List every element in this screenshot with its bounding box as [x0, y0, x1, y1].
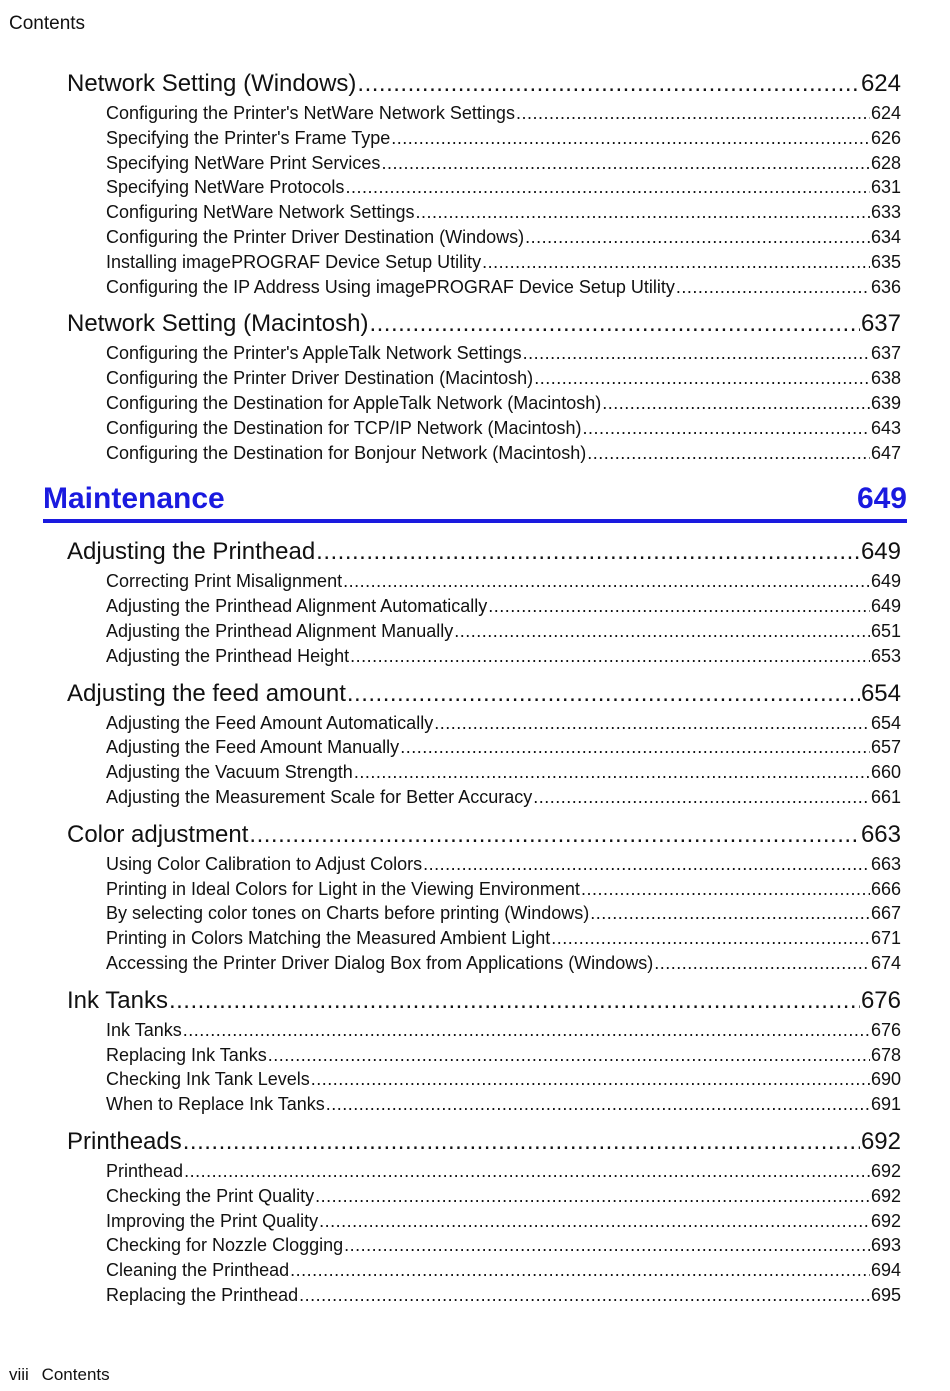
subsection-entry[interactable] [106, 1067, 901, 1092]
subsection-entry-title: Adjusting the Feed Amount Automatically [106, 712, 434, 733]
subsection-entry-page: 634 [870, 226, 901, 247]
dot-leader [534, 366, 870, 391]
dot-leader [357, 67, 860, 101]
subsection-entry-title: Improving the Print Quality [106, 1210, 319, 1231]
dot-leader [488, 594, 870, 619]
subsection-entry-page: 693 [870, 1235, 901, 1256]
subsection-entry-page: 649 [870, 596, 901, 617]
subsection-entry[interactable] [106, 416, 901, 441]
subsection-entry-title: Configuring the Destination for TCP/IP Network (Macintosh) [106, 417, 582, 438]
dot-leader [326, 1092, 870, 1117]
subsection-entry-page: 637 [870, 343, 901, 364]
subsection-entry[interactable] [106, 391, 901, 416]
subsection-entry-page: 649 [870, 571, 901, 592]
subsection-entry-title: Installing imagePROGRAF Device Setup Utility [106, 251, 482, 272]
toc-section [67, 1125, 901, 1308]
dot-leader [316, 535, 860, 569]
dot-leader [551, 926, 870, 951]
subsection-entry-page: 635 [870, 251, 901, 272]
subsection-entry-title: Cleaning the Printhead [106, 1260, 290, 1281]
section-entry-title: Network Setting (Windows) [67, 70, 357, 97]
dot-leader [602, 391, 870, 416]
section-entry[interactable] [67, 307, 901, 341]
dot-leader [400, 735, 870, 760]
section-entry[interactable] [67, 677, 901, 711]
footer-page-number: viii [9, 1365, 29, 1384]
subsection-entry-page: 691 [870, 1094, 901, 1115]
subsection-entry-title: Specifying NetWare Print Services [106, 152, 381, 173]
subsection-entry[interactable] [106, 175, 901, 200]
subsection-entry[interactable] [106, 1018, 901, 1043]
subsection-entry-page: 643 [870, 417, 901, 438]
table-of-contents [0, 67, 950, 1308]
section-entry[interactable] [67, 818, 901, 852]
subsection-entry[interactable] [106, 644, 901, 669]
subsection-entry[interactable] [106, 877, 901, 902]
subsection-entry-page: 628 [870, 152, 901, 173]
subsection-entry-title: Specifying the Printer's Frame Type [106, 127, 391, 148]
subsection-entry-title: By selecting color tones on Charts before printing (Windows) [106, 903, 590, 924]
section-entry-title: Color adjustment [67, 820, 249, 848]
subsection-entry[interactable] [106, 1258, 901, 1283]
subsection-entry[interactable] [106, 275, 901, 300]
subsection-entry-page: 663 [870, 853, 901, 874]
subsection-entry-title: Ink Tanks [106, 1019, 182, 1040]
dot-leader [183, 1018, 870, 1043]
section-entry-page: 692 [860, 1127, 901, 1155]
subsection-entry[interactable] [106, 1209, 901, 1234]
subsection-entry-page: 624 [870, 103, 901, 123]
subsection-entry-page: 631 [870, 177, 901, 198]
chapter-title: Maintenance [43, 482, 225, 516]
subsection-entry-page: 653 [870, 645, 901, 666]
subsection-entry-page: 671 [870, 928, 901, 949]
section-entry[interactable] [67, 1125, 901, 1159]
subsection-entry[interactable] [106, 619, 901, 644]
subsection-entry-page: 694 [870, 1260, 901, 1281]
subsection-entry-page: 674 [870, 952, 901, 973]
subsection-entry[interactable] [106, 250, 901, 275]
subsection-entry[interactable] [106, 951, 901, 976]
dot-leader [523, 341, 870, 366]
subsection-entry[interactable] [106, 901, 901, 926]
dot-leader [516, 101, 870, 126]
subsection-entry-title: Adjusting the Printhead Alignment Automatically [106, 596, 488, 617]
dot-leader [343, 569, 870, 594]
subsection-entry-title: Configuring the Printer's NetWare Network Settings [106, 103, 515, 123]
subsection-entry[interactable] [106, 1283, 901, 1308]
section-entry-page: 624 [860, 70, 901, 97]
subsection-entry[interactable] [106, 594, 901, 619]
subsection-entry-page: 692 [870, 1210, 901, 1231]
dot-leader [268, 1043, 870, 1068]
subsection-entry[interactable] [106, 1184, 901, 1209]
subsection-entry-page: 676 [870, 1019, 901, 1040]
dot-leader [311, 1067, 870, 1092]
subsection-entry[interactable] [106, 1159, 901, 1184]
subsection-entry-page: 667 [870, 903, 901, 924]
subsection-entry[interactable] [106, 366, 901, 391]
toc-section [67, 818, 901, 976]
subsection-entry-page: 626 [870, 127, 901, 148]
subsection-entry-page: 660 [870, 762, 901, 783]
dot-leader [581, 877, 870, 902]
subsection-entry[interactable] [106, 200, 901, 225]
subsection-entry-page: 639 [870, 392, 901, 413]
subsection-entry-title: Configuring the Printer's AppleTalk Network Settings [106, 343, 522, 364]
subsection-entry-page: 633 [870, 202, 901, 223]
dot-leader [184, 1159, 870, 1184]
subsection-entry-page: 678 [870, 1044, 901, 1065]
dot-leader [354, 760, 870, 785]
subsection-entry-page: 692 [870, 1185, 901, 1206]
toc-section [67, 307, 901, 465]
section-entry-title: Adjusting the Printhead [67, 538, 316, 566]
subsection-entry-page: 657 [870, 737, 901, 758]
subsection-entry[interactable] [106, 341, 901, 366]
dot-leader [344, 1233, 870, 1258]
subsection-entry[interactable] [106, 926, 901, 951]
dot-leader [583, 416, 870, 441]
subsection-entry[interactable] [106, 101, 901, 126]
subsection-entry[interactable] [106, 735, 901, 760]
subsection-entry-page: 692 [870, 1160, 901, 1181]
subsection-entry-title: Accessing the Printer Driver Dialog Box from Applications (Windows) [106, 952, 654, 973]
dot-leader [315, 1184, 870, 1209]
dot-leader [590, 901, 870, 926]
dot-leader [423, 852, 870, 877]
toc-section [67, 677, 901, 810]
dot-leader [525, 225, 870, 250]
subsection-entry-page: 654 [870, 712, 901, 733]
subsection-entry[interactable] [106, 1233, 901, 1258]
dot-leader [654, 951, 870, 976]
subsection-entry-title: Adjusting the Vacuum Strength [106, 762, 353, 783]
subsection-entry-title: Using Color Calibration to Adjust Colors [106, 853, 423, 874]
dot-leader [391, 126, 870, 151]
dot-leader [350, 644, 870, 669]
footer-label: Contents [41, 1365, 110, 1384]
subsection-entry-page: 651 [870, 620, 901, 641]
dot-leader [345, 175, 870, 200]
dot-leader [533, 785, 870, 810]
section-entry[interactable] [67, 535, 901, 569]
subsection-entry-title: Checking for Nozzle Clogging [106, 1235, 344, 1256]
subsection-entry-title: Adjusting the Printhead Alignment Manually [106, 620, 454, 641]
subsection-entry-title: Adjusting the Printhead Height [106, 645, 350, 666]
dot-leader [183, 1125, 860, 1159]
dot-leader [169, 984, 860, 1018]
subsection-entry-page: 690 [870, 1069, 901, 1090]
subsection-entry-page: 666 [870, 878, 901, 899]
dot-leader [369, 307, 860, 341]
subsection-entry-page: 661 [870, 786, 901, 807]
dot-leader [482, 250, 870, 275]
dot-leader [319, 1209, 870, 1234]
chapter-page: 649 [856, 482, 907, 516]
subsection-entry-title: Checking Ink Tank Levels [106, 1069, 310, 1090]
page-header: Contents [9, 13, 86, 34]
chapter-heading[interactable] [43, 475, 907, 523]
toc-section [67, 67, 901, 299]
subsection-entry-title: Configuring NetWare Network Settings [106, 202, 415, 223]
section-entry-page: 654 [860, 679, 901, 707]
dot-leader [676, 275, 870, 300]
subsection-entry-title: Printing in Ideal Colors for Light in the Viewing Environment [106, 878, 580, 899]
page-footer [9, 1365, 110, 1385]
subsection-entry-title: Adjusting the Measurement Scale for Better Accuracy [106, 786, 533, 807]
subsection-entry-title: Configuring the Destination for AppleTalk Network (Macintosh) [106, 392, 602, 413]
section-entry-page: 663 [860, 820, 901, 848]
section-entry[interactable] [67, 67, 901, 101]
subsection-entry-title: Configuring the Printer Driver Destination (Macintosh) [106, 368, 534, 389]
section-entry-page: 637 [860, 310, 901, 338]
subsection-entry-title: When to Replace Ink Tanks [106, 1094, 325, 1115]
subsection-entry-title: Configuring the Destination for Bonjour Network (Macintosh) [106, 442, 587, 463]
subsection-entry-page: 638 [870, 368, 901, 389]
dot-leader [290, 1258, 870, 1283]
subsection-entry[interactable] [106, 852, 901, 877]
dot-leader [434, 711, 870, 736]
subsection-entry-title: Specifying NetWare Protocols [106, 177, 345, 198]
subsection-entry[interactable] [106, 441, 901, 466]
section-entry[interactable] [67, 984, 901, 1018]
dot-leader [587, 441, 870, 466]
section-entry-page: 676 [860, 986, 901, 1014]
subsection-entry-page: 636 [870, 276, 901, 297]
dot-leader [381, 151, 870, 176]
toc-section [67, 984, 901, 1117]
subsection-entry[interactable] [106, 785, 901, 810]
subsection-entry-title: Printhead [106, 1160, 184, 1181]
dot-leader [415, 200, 869, 225]
subsection-entry-title: Configuring the IP Address Using imagePROGRAF Device Setup Utility [106, 276, 675, 297]
dot-leader [249, 818, 860, 852]
section-entry-page: 649 [860, 538, 901, 566]
subsection-entry[interactable] [106, 126, 901, 151]
dot-leader [299, 1283, 870, 1308]
subsection-entry-title: Replacing Ink Tanks [106, 1044, 267, 1065]
subsection-entry-title: Configuring the Printer Driver Destination (Windows) [106, 226, 525, 247]
toc-section [67, 535, 901, 668]
subsection-entry[interactable] [106, 1092, 901, 1117]
dot-leader [347, 677, 860, 711]
section-entry-title: Adjusting the feed amount [67, 679, 346, 707]
subsection-entry[interactable] [106, 711, 901, 736]
subsection-entry[interactable] [106, 1043, 901, 1068]
subsection-entry-title: Replacing the Printhead [106, 1284, 299, 1305]
subsection-entry[interactable] [106, 225, 901, 250]
subsection-entry[interactable] [106, 760, 901, 785]
section-entry-title: Ink Tanks [67, 986, 168, 1014]
subsection-entry-title: Checking the Print Quality [106, 1185, 315, 1206]
subsection-entry[interactable] [106, 569, 901, 594]
dot-leader [454, 619, 870, 644]
section-entry-title: Network Setting (Macintosh) [67, 310, 369, 338]
section-entry-title: Printheads [67, 1127, 182, 1155]
subsection-entry-page: 647 [870, 442, 901, 463]
subsection-entry-title: Adjusting the Feed Amount Manually [106, 737, 400, 758]
subsection-entry-title: Correcting Print Misalignment [106, 571, 343, 592]
subsection-entry-title: Printing in Colors Matching the Measured Ambient Light [106, 928, 551, 949]
subsection-entry-page: 695 [870, 1284, 901, 1305]
subsection-entry[interactable] [106, 151, 901, 176]
